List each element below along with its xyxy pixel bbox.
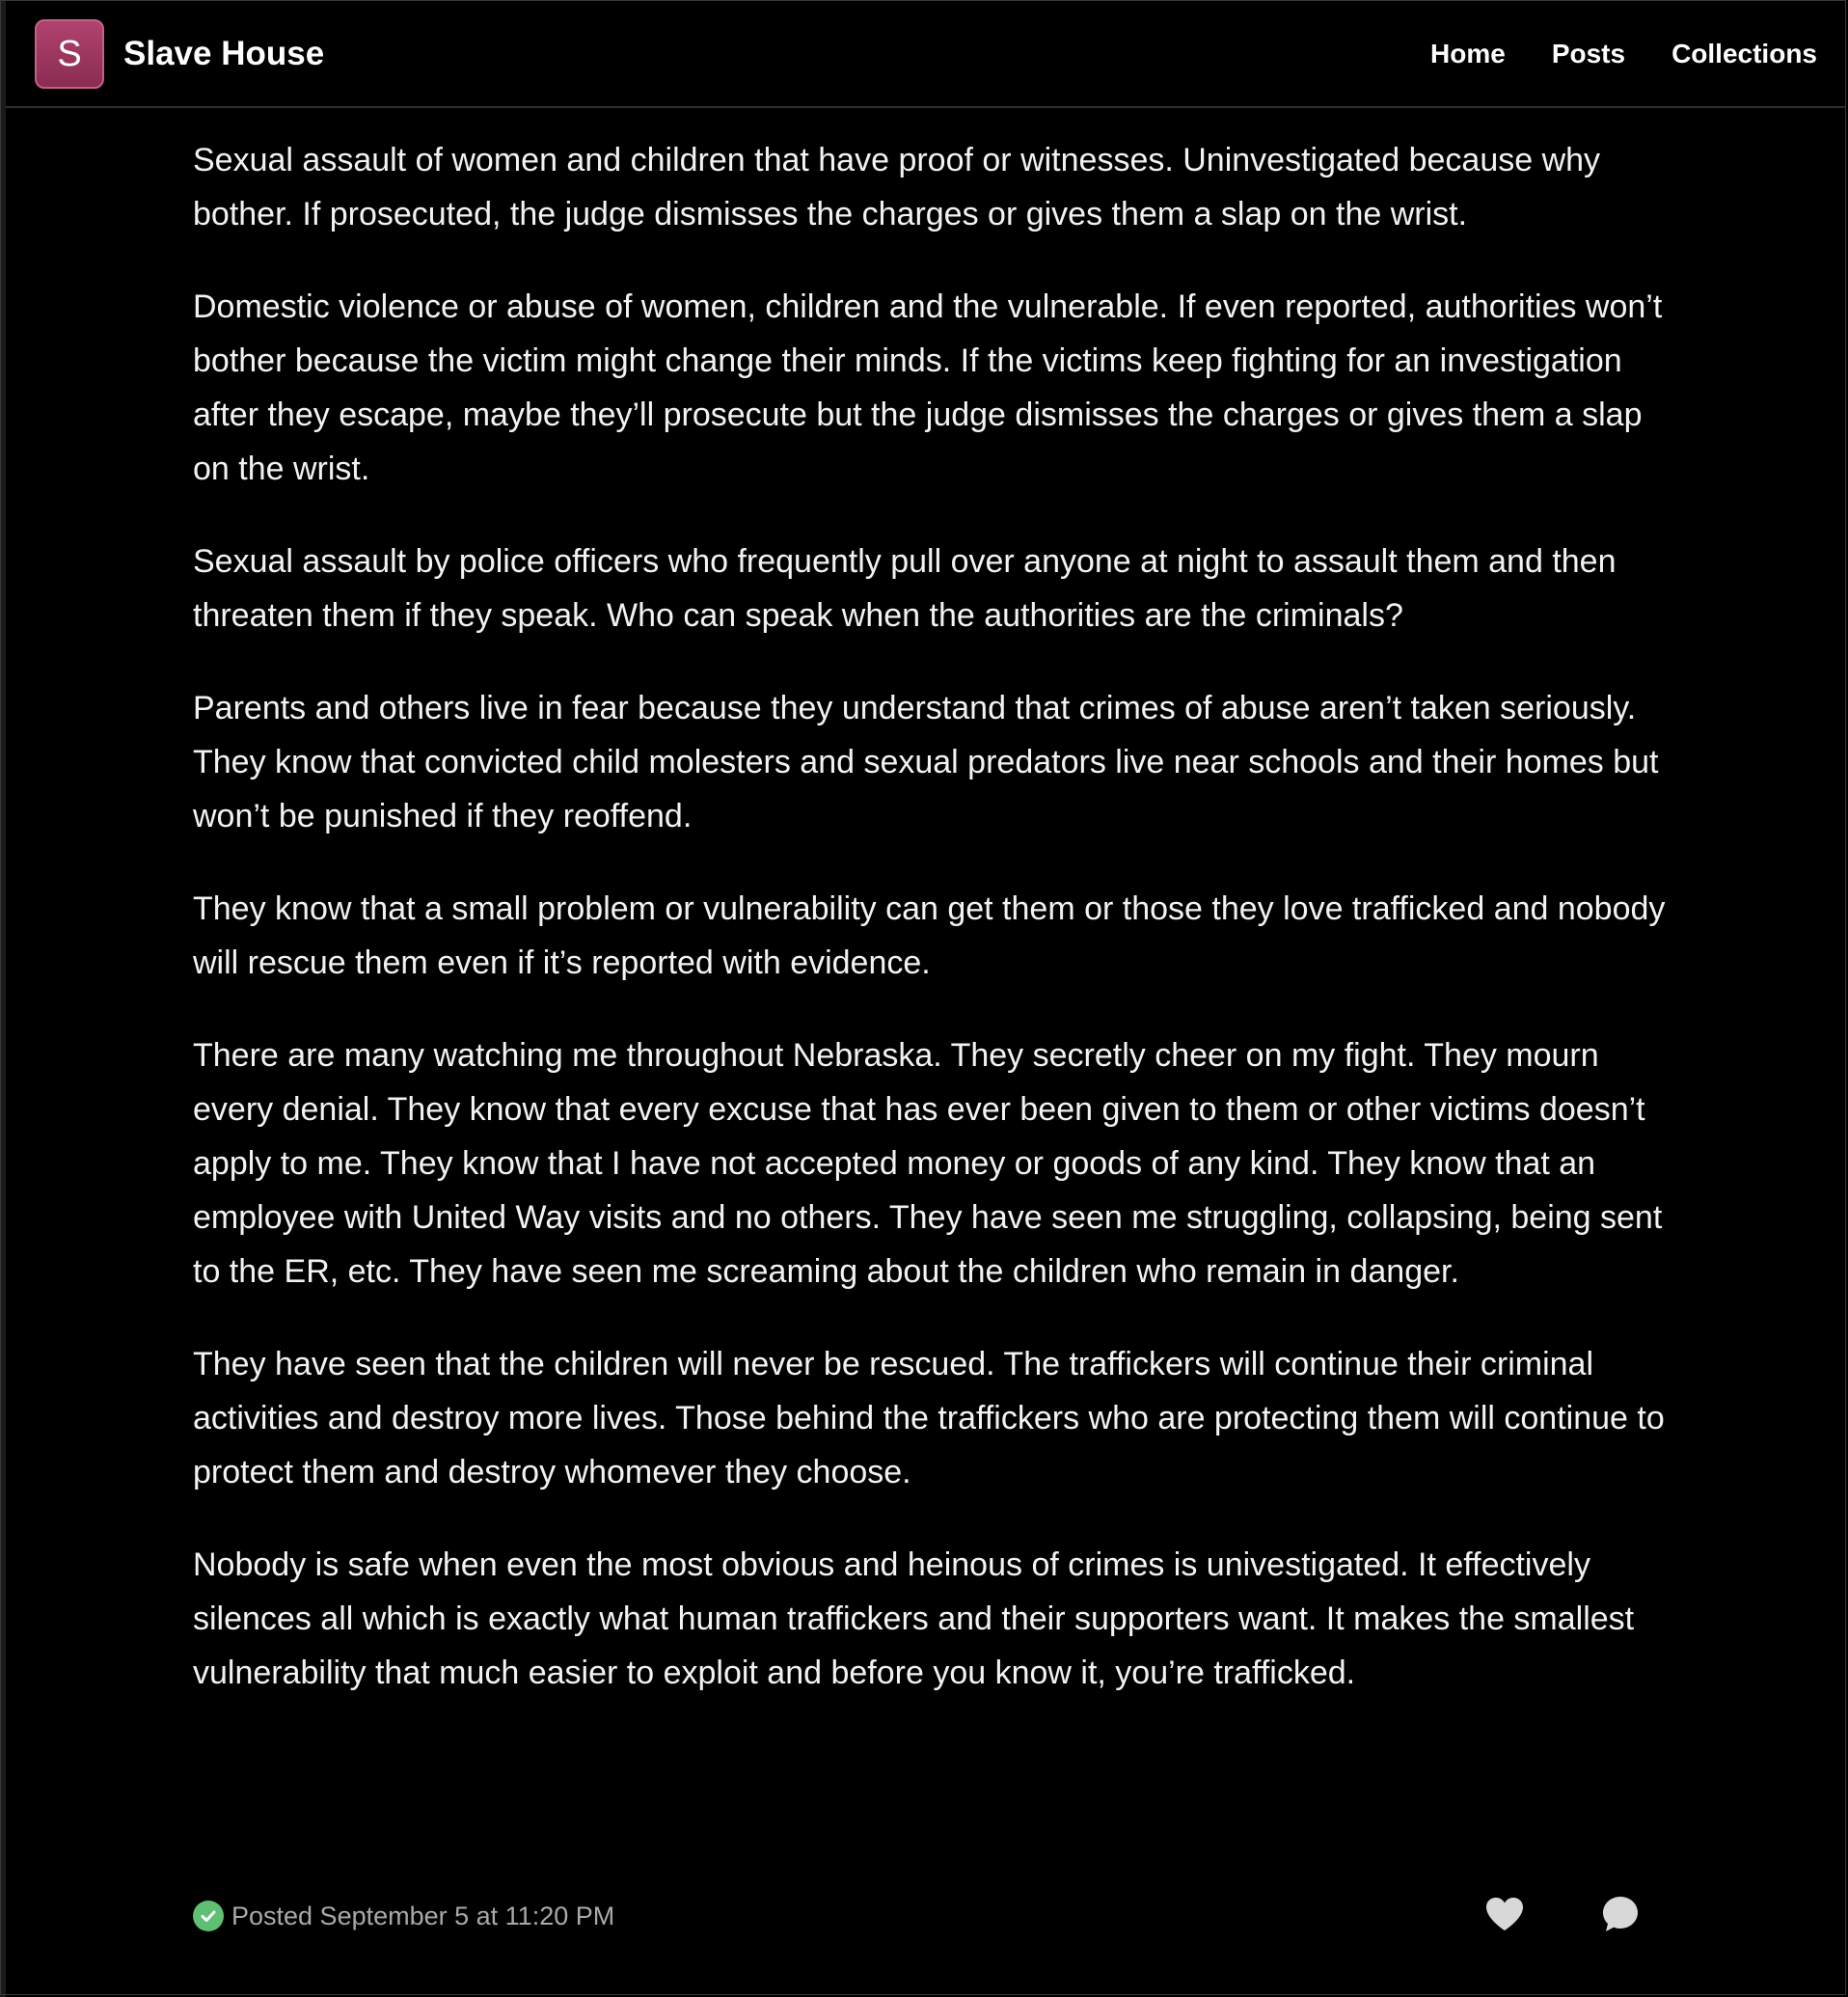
- site-avatar[interactable]: [35, 19, 104, 89]
- post-footer: [193, 1893, 1649, 1943]
- post-body: [193, 133, 1669, 1738]
- post-paragraph: Sexual assault by police officers who frequently pull over anyone at night to assault them and then threaten them if they speak. Who can speak when the authorities are the criminals?: [193, 543, 1617, 634]
- post-paragraph: They know that a small problem or vulnerability can get them or those they love trafficked and nobody will rescue them even if it’s reported with evidence.: [193, 890, 1666, 981]
- nav-posts[interactable]: Posts: [1551, 39, 1626, 68]
- site-header: [6, 0, 1846, 108]
- post-paragraph: There are many watching me throughout Nebraska. They secretly cheer on my fight. They mourn every denial. They know that every excuse that has ever been given to them or other victims doesn’t apply to me. They know that I have not accepted money or goods of any kind. They know that an employee with United Way visits and no others. They have seen me struggling, collapsing, being sent to the ER, etc. They have seen me screaming about the children who remain in danger.: [193, 1037, 1663, 1290]
- post-paragraph: Sexual assault of women and children that have proof or witnesses. Uninvestigated because why bother. If prosecuted, the judge dismisses the charges or gives them a slap on the wrist.: [193, 142, 1601, 233]
- nav-home[interactable]: Home: [1430, 39, 1506, 68]
- check-circle-icon: [193, 1901, 224, 1931]
- avatar-letter: S: [57, 33, 82, 74]
- post-paragraph: Nobody is safe when even the most obvious and heinous of crimes is univestigated. It effectively silences all which is exactly what human traffickers and their supporters want. It makes the smallest vulnerability that much easier to exploit and before you know it, you’re trafficked.: [193, 1546, 1635, 1691]
- heart-icon: [1484, 1896, 1525, 1932]
- posted-info: [193, 1901, 614, 1931]
- main-nav: [1430, 33, 1817, 75]
- comment-bubble-icon: [1600, 1894, 1641, 1934]
- post-paragraph: Parents and others live in fear because they understand that crimes of abuse aren’t taken seriously. They know that convicted child molesters and sexual predators live near schools and their homes but won’t be punished if they reoffend.: [193, 690, 1659, 834]
- post-paragraph: Domestic violence or abuse of women, children and the vulnerable. If even reported, authorities won’t bother because the victim might change their minds. If the victims keep fighting for an investigation after they escape, maybe they’ll prosecute but the judge dismisses the charges or gives them a slap on the wrist.: [193, 288, 1663, 487]
- comment-button[interactable]: [1599, 1893, 1642, 1935]
- like-button[interactable]: [1483, 1893, 1526, 1935]
- site-title[interactable]: Slave House: [123, 35, 325, 72]
- nav-collections[interactable]: Collections: [1671, 39, 1817, 68]
- posted-timestamp: Posted September 5 at 11:20 PM: [231, 1901, 615, 1930]
- post-paragraph: They have seen that the children will never be rescued. The traffickers will continue their criminal activities and destroy more lives. Those behind the traffickers who are protecting them will continue to protect them and destroy whomever they choose.: [193, 1346, 1665, 1491]
